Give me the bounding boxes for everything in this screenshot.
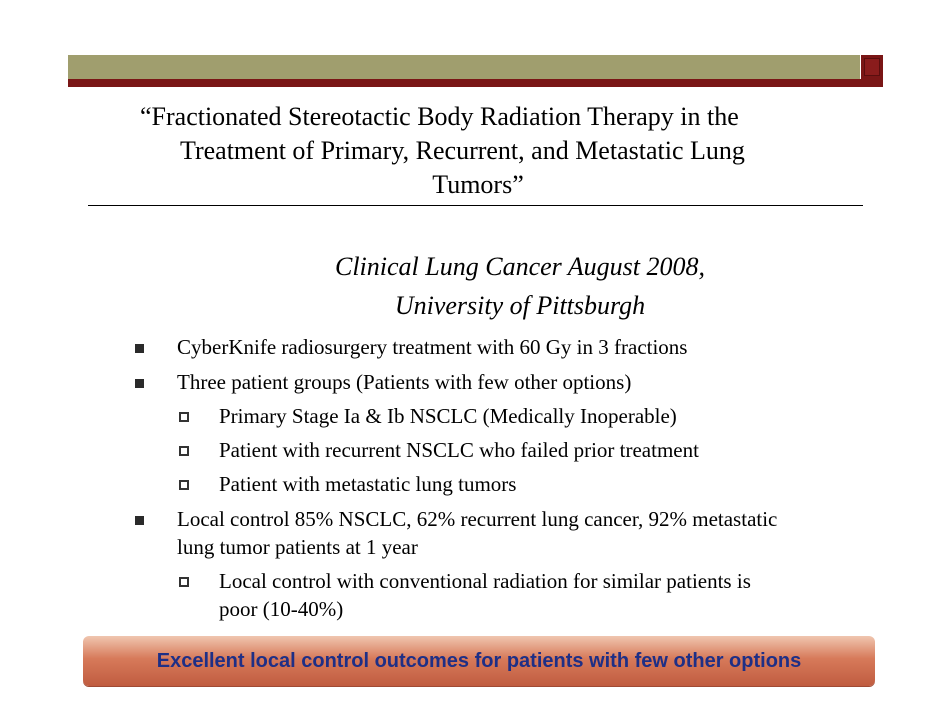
- sub-bullet-text: Patient with recurrent NSCLC who failed prior treatment: [219, 438, 699, 462]
- bullet-text: Three patient groups (Patients with few other options): [177, 370, 632, 394]
- title-divider: [88, 205, 863, 206]
- conclusion-banner: Excellent local control outcomes for patients with few other options: [83, 636, 875, 686]
- header-corner-square: [861, 55, 883, 79]
- bullet-text-line-1: Local control 85% NSCLC, 62% recurrent lung cancer, 92% metastatic: [177, 507, 778, 531]
- citation-journal: Clinical Lung Cancer August 2008,: [334, 252, 706, 281]
- title-line-2: Treatment of Primary, Recurrent, and Metastatic Lung: [180, 136, 745, 165]
- title-line-3: Tumors”: [432, 170, 524, 199]
- bullet-text: CyberKnife radiosurgery treatment with 60 Gy in 3 fractions: [177, 335, 688, 359]
- title-line-1: “Fractionated Stereotactic Body Radiation Therapy in the: [140, 102, 739, 131]
- bullet-text-line-2: lung tumor patients at 1 year: [177, 535, 418, 559]
- citation-institution: University of Pittsburgh: [394, 291, 646, 320]
- slide-title: [140, 100, 816, 202]
- header-olive-band: [68, 55, 860, 79]
- sub-bullet-text: Primary Stage Ia & Ib NSCLC (Medically Inoperable): [219, 404, 677, 428]
- sub-bullet-text-line-2: poor (10-40%): [219, 597, 344, 621]
- header-maroon-line: [68, 79, 883, 87]
- header-bar: [68, 55, 883, 87]
- sub-bullet-text-line-1: Local control with conventional radiation for similar patients is: [219, 569, 751, 593]
- sub-bullet-text: Patient with metastatic lung tumors: [219, 472, 517, 496]
